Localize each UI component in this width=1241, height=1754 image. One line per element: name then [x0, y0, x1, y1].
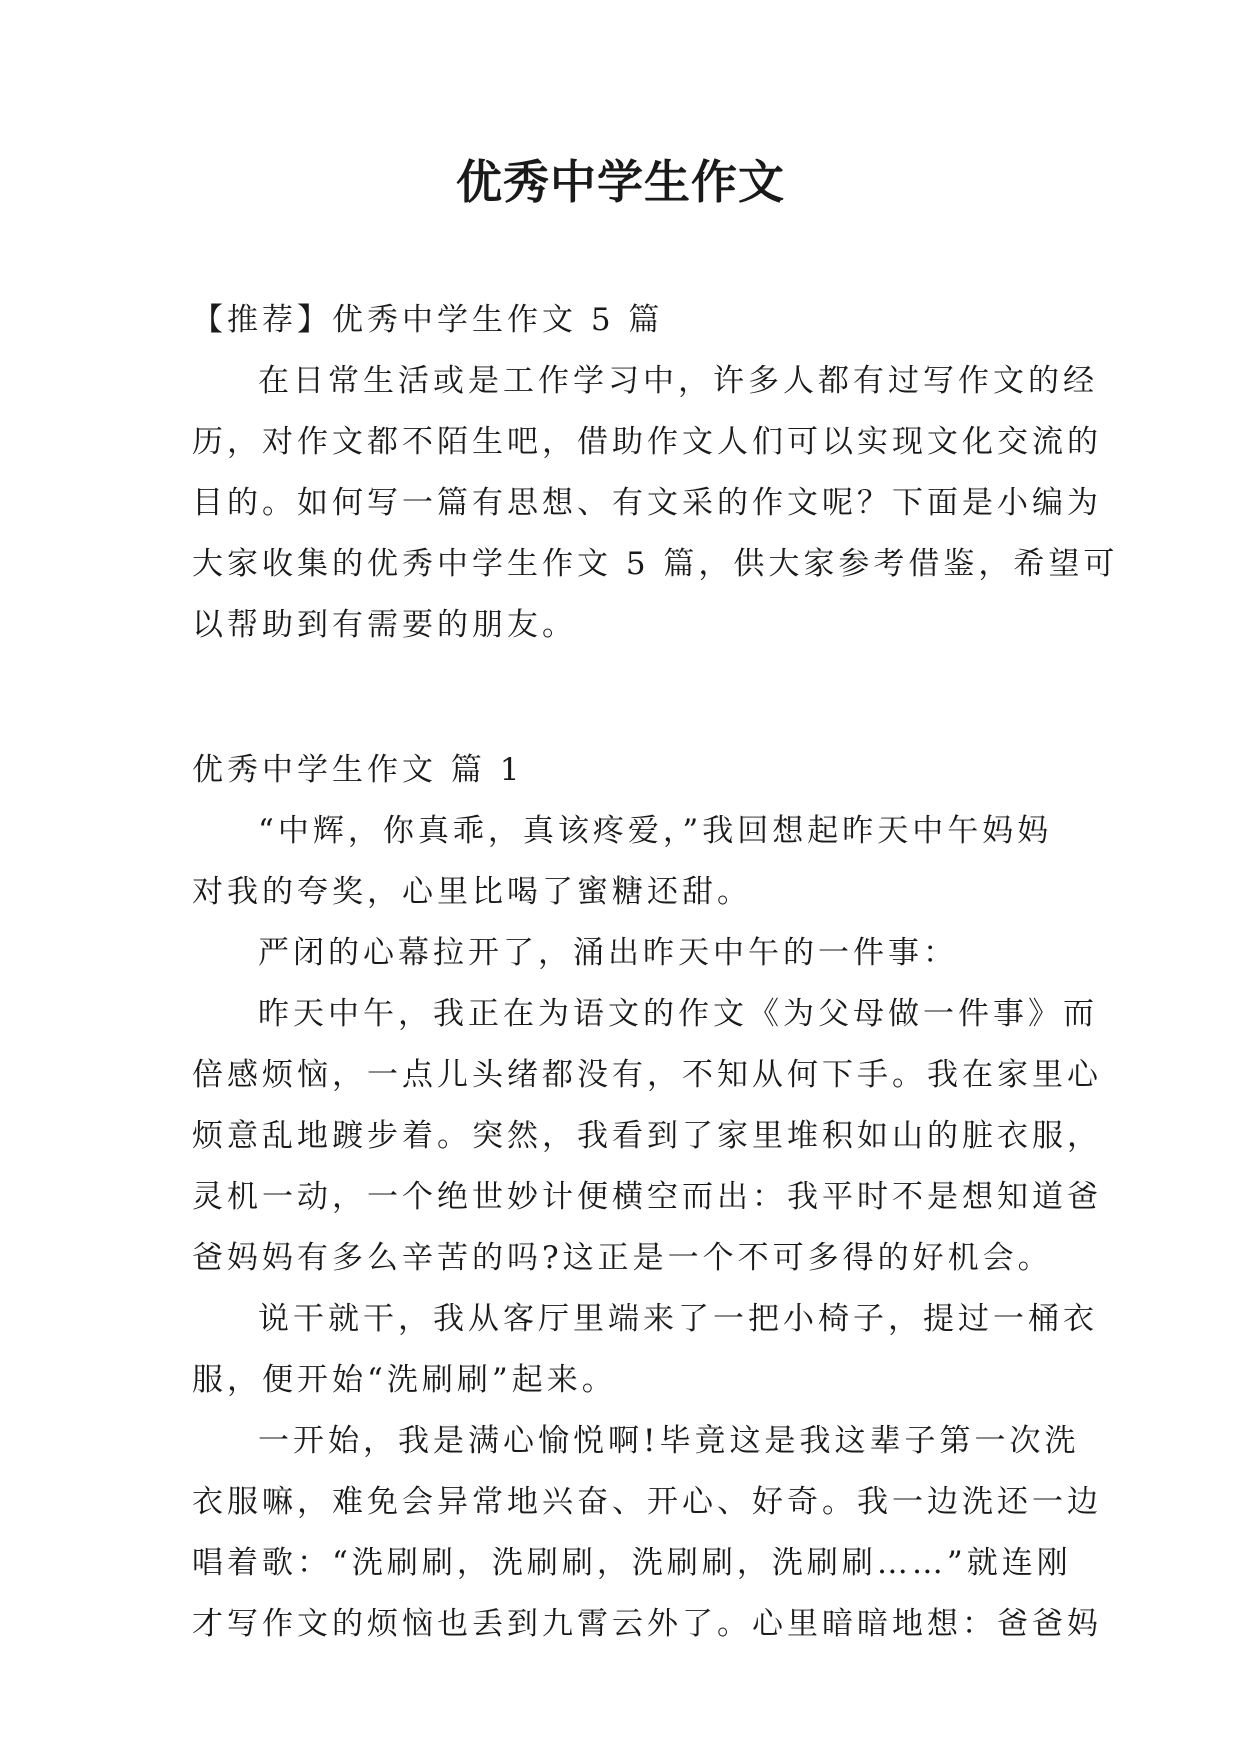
intro-paragraph-line: 历，对作文都不陌生吧，借助作文人们可以实现文化交流的	[192, 424, 1102, 460]
essay-line: 唱着歌：“洗刷刷，洗刷刷，洗刷刷，洗刷刷……”就连刚	[192, 1545, 1072, 1581]
document-body	[192, 290, 1119, 1655]
essay-line: 服，便开始“洗刷刷”起来。	[192, 1362, 617, 1398]
essay-line: 严闭的心幕拉开了，涌出昨天中午的一件事：	[258, 935, 958, 971]
essay-line: 才写作文的烦恼也丢到九霄云外了。心里暗暗地想：爸爸妈	[192, 1606, 1102, 1642]
essay-line: 昨天中午，我正在为语文的作文《为父母做一件事》而	[258, 996, 1098, 1032]
essay-line: 灵机一动，一个绝世妙计便横空而出：我平时不是想知道爸	[192, 1179, 1102, 1215]
intro-paragraph-line: 大家收集的优秀中学生作文 5 篇，供大家参考借鉴，希望可	[192, 546, 1119, 582]
intro-heading: 【推荐】优秀中学生作文 5 篇	[192, 302, 664, 338]
section-heading: 优秀中学生作文 篇 1	[192, 752, 524, 788]
essay-line: 爸妈妈有多么辛苦的吗?这正是一个不可多得的好机会。	[192, 1240, 1053, 1276]
essay-line: 对我的夸奖，心里比喝了蜜糖还甜。	[192, 874, 752, 910]
intro-paragraph-line: 以帮助到有需要的朋友。	[192, 607, 577, 643]
intro-paragraph-line: 目的。如何写一篇有思想、有文采的作文呢？下面是小编为	[192, 485, 1102, 521]
essay-line: 说干就干，我从客厅里端来了一把小椅子，提过一桶衣	[258, 1301, 1098, 1337]
essay-line: 衣服嘛，难免会异常地兴奋、开心、好奇。我一边洗还一边	[192, 1484, 1102, 1520]
paragraph-spacer	[192, 656, 1052, 740]
essay-line: 倍感烦恼，一点儿头绪都没有，不知从何下手。我在家里心	[192, 1057, 1102, 1093]
essay-line: 烦意乱地踱步着。突然，我看到了家里堆积如山的脏衣服，	[192, 1118, 1102, 1154]
document-title: 优秀中学生作文	[456, 155, 785, 209]
intro-paragraph-line: 在日常生活或是工作学习中，许多人都有过写作文的经	[258, 363, 1098, 399]
essay-line: “中辉，你真乖，真该疼爱，”我回想起昨天中午妈妈	[258, 813, 1053, 849]
essay-line: 一开始，我是满心愉悦啊!毕竟这是我这辈子第一次洗	[258, 1423, 1080, 1459]
